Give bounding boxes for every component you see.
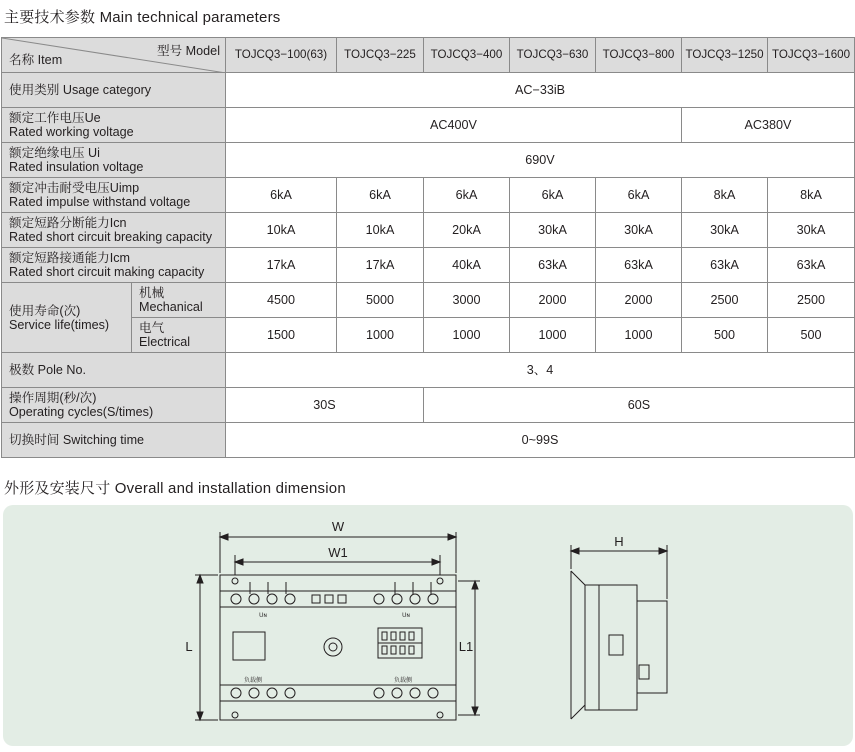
table-row-uimp — [2, 178, 855, 213]
section-title-dimension: 外形及安装尺寸 Overall and installation dimension — [4, 480, 346, 497]
table-cell: 1000 — [510, 318, 596, 353]
ue-value-380: AC380V — [682, 108, 855, 143]
table-cell: 63kA — [596, 248, 682, 283]
device-side-view — [571, 571, 667, 719]
table-row-ue — [2, 108, 855, 143]
dimension-label-w1: W1 — [328, 545, 348, 560]
table-cell: 30kA — [596, 213, 682, 248]
device-label-load-left: 负载侧 — [243, 678, 263, 684]
table-cell: 63kA — [682, 248, 768, 283]
section-title-main-parameters: 主要技术参数 Main technical parameters — [4, 9, 281, 26]
table-cell: 63kA — [510, 248, 596, 283]
table-cell: 10kA — [337, 213, 424, 248]
dimension-label-w: W — [331, 519, 345, 534]
table-cell: 1000 — [596, 318, 682, 353]
table-cell: 6kA — [596, 178, 682, 213]
table-cell: 17kA — [226, 248, 337, 283]
sub-row-label: 机械 Mechanical — [132, 283, 226, 318]
table-cell: 6kA — [510, 178, 596, 213]
table-cell: 500 — [768, 318, 855, 353]
control-knob — [324, 638, 342, 656]
top-terminals — [231, 582, 438, 604]
table-header-row — [2, 38, 855, 73]
bottom-terminals — [231, 688, 438, 698]
row-label: 额定冲击耐受电压Uimp Rated impulse withstand voltage — [2, 178, 226, 213]
table-cell: 10kA — [226, 213, 337, 248]
model-header: TOJCQ3−225 — [337, 38, 424, 73]
table-cell: 6kA — [424, 178, 510, 213]
header-diagonal-cell — [2, 38, 226, 73]
row-label: 使用类别 Usage category — [2, 73, 226, 108]
dimension-label-h: H — [614, 534, 624, 549]
model-header: TOJCQ3−100(63) — [226, 38, 337, 73]
usage-value: AC−33iB — [226, 73, 855, 108]
cycle-value-30: 30S — [226, 388, 424, 423]
table-cell: 6kA — [226, 178, 337, 213]
row-label: 额定绝缘电压 Ui Rated insulation voltage — [2, 143, 226, 178]
table-cell: 8kA — [768, 178, 855, 213]
device-label-load-right: 负载侧 — [393, 678, 413, 684]
switch-value: 0~99S — [226, 423, 855, 458]
table-cell: 20kA — [424, 213, 510, 248]
model-header: TOJCQ3−800 — [596, 38, 682, 73]
header-item-label: 名称 Item — [9, 53, 63, 67]
row-label: 使用寿命(次) Service life(times) — [2, 283, 132, 353]
row-label: 切换时间 Switching time — [2, 423, 226, 458]
table-cell: 1000 — [337, 318, 424, 353]
table-cell: 40kA — [424, 248, 510, 283]
row-label: 极数 Pole No. — [2, 353, 226, 388]
table-cell: 1000 — [424, 318, 510, 353]
table-cell: 17kA — [337, 248, 424, 283]
table-cell: 4500 — [226, 283, 337, 318]
table-cell: 2500 — [768, 283, 855, 318]
sub-row-label: 电气 Electrical — [132, 318, 226, 353]
table-cell: 1500 — [226, 318, 337, 353]
row-label: 额定短路分断能力Icn Rated short circuit breaking capacity — [2, 213, 226, 248]
table-cell: 6kA — [337, 178, 424, 213]
row-label: 操作周期(秒/次) Operating cycles(S/times) — [2, 388, 226, 423]
table-cell: 2000 — [510, 283, 596, 318]
cycle-value-60: 60S — [424, 388, 855, 423]
model-header: TOJCQ3−630 — [510, 38, 596, 73]
model-header: TOJCQ3−1600 — [768, 38, 855, 73]
display-window — [233, 632, 265, 660]
dimension-drawing-panel — [3, 505, 853, 746]
table-cell: 2000 — [596, 283, 682, 318]
parameters-table — [1, 37, 855, 458]
table-row-icm — [2, 248, 855, 283]
table-cell: 30kA — [768, 213, 855, 248]
pole-value: 3、4 — [226, 353, 855, 388]
table-row-switch — [2, 423, 855, 458]
dimension-label-l1: L1 — [458, 639, 474, 654]
table-row-ui — [2, 143, 855, 178]
table-cell: 8kA — [682, 178, 768, 213]
model-header: TOJCQ3−1250 — [682, 38, 768, 73]
dimension-drawing — [3, 505, 853, 746]
device-label-un-left: Uɴ — [259, 613, 267, 619]
row-label: 额定短路接通能力Icm Rated short circuit making capacity — [2, 248, 226, 283]
table-row-pole — [2, 353, 855, 388]
row-label: 额定工作电压Ue Rated working voltage — [2, 108, 226, 143]
dimension-label-l: L — [185, 639, 193, 654]
table-cell: 30kA — [682, 213, 768, 248]
table-cell: 5000 — [337, 283, 424, 318]
table-cell: 2500 — [682, 283, 768, 318]
dip-switch-block — [378, 628, 422, 658]
header-model-label: 型号 Model — [157, 44, 220, 58]
table-cell: 500 — [682, 318, 768, 353]
ui-value: 690V — [226, 143, 855, 178]
ue-value-400: AC400V — [226, 108, 682, 143]
table-row-icn — [2, 213, 855, 248]
table-row-life-mechanical — [2, 283, 855, 318]
table-cell: 63kA — [768, 248, 855, 283]
table-cell: 30kA — [510, 213, 596, 248]
table-row-cycle — [2, 388, 855, 423]
table-cell: 3000 — [424, 283, 510, 318]
device-label-un-right: Uɴ — [402, 613, 410, 619]
table-row-usage — [2, 73, 855, 108]
model-header: TOJCQ3−400 — [424, 38, 510, 73]
